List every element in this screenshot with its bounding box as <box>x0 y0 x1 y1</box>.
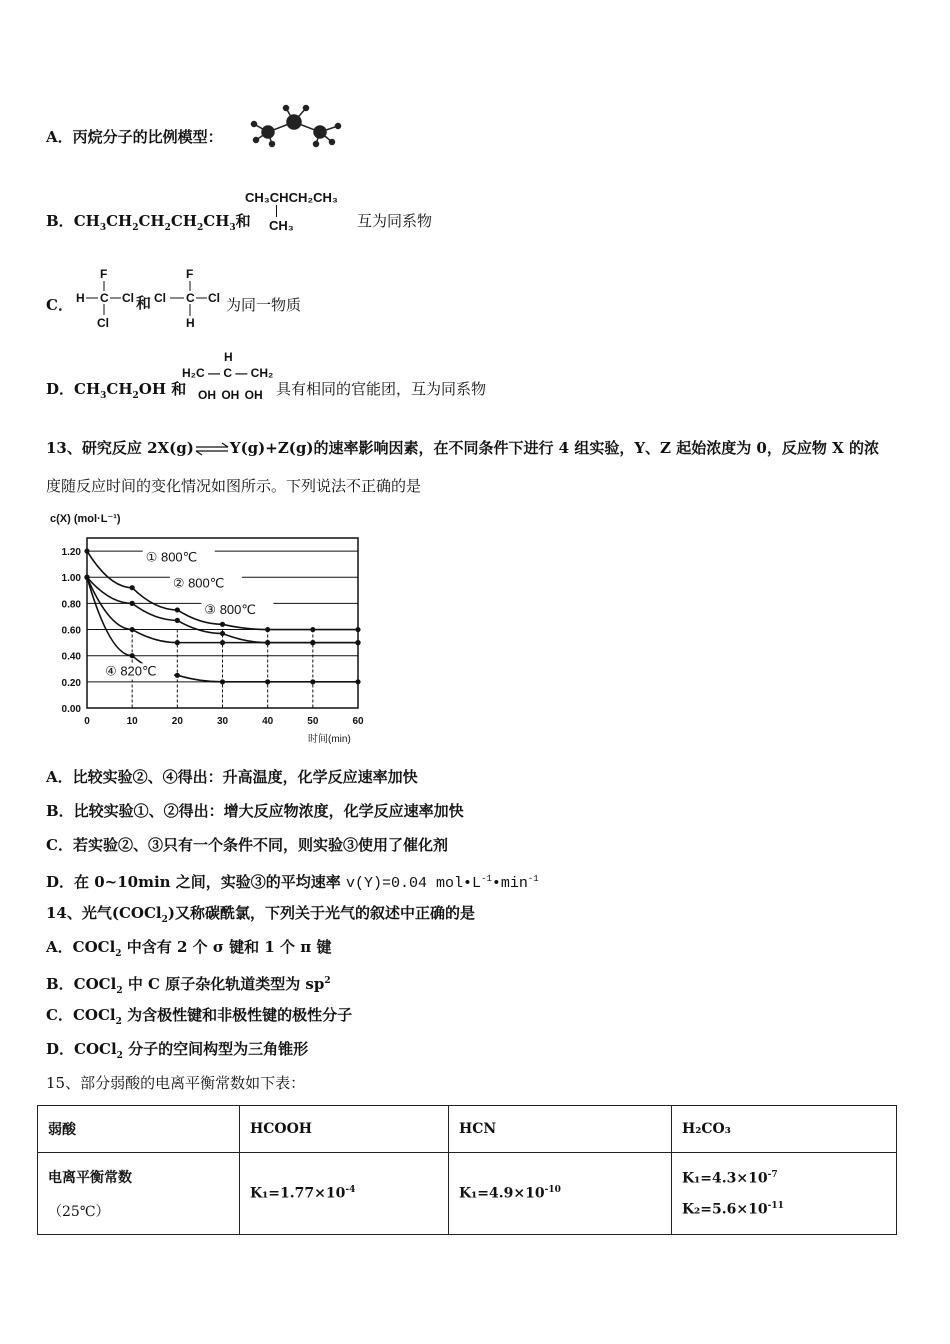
data-point <box>265 627 270 632</box>
q12-option-d <box>46 379 186 406</box>
table-header-cell: HCN <box>449 1106 672 1153</box>
formula-sub: 2 <box>115 949 122 959</box>
x-tick-label: 30 <box>216 716 229 727</box>
series-label: ③ 800℃ <box>204 601 256 617</box>
row-label-line2: （25℃） <box>48 1203 110 1220</box>
q14-stem-part: 14、光气(COCl <box>46 904 162 922</box>
q14-b-text: B．COCl <box>46 975 117 993</box>
q14-stem <box>46 903 475 930</box>
q13-option-c: C．若实验②、③只有一个条件不同，则实验③使用了催化剂 <box>46 836 448 854</box>
q13-d-unit: •min <box>491 875 528 892</box>
q13-stem-line1 <box>46 438 879 458</box>
q14-a-text: 中含有 2 个 σ 键和 1 个 π 键 <box>121 938 332 956</box>
q12-b-end: 互为同系物 <box>357 212 433 230</box>
atom-Cl: Cl <box>97 316 109 330</box>
q12-c-end: 为同一物质 <box>226 296 302 314</box>
y-tick-label: 0.60 <box>61 625 81 637</box>
option-d-label: D． <box>46 380 75 398</box>
glycerol-oh: OH OH OH <box>198 388 263 402</box>
h2co3-k2-exp: -11 <box>767 1200 784 1211</box>
glycerol-h: H <box>224 350 233 364</box>
q13-d-exp: -1 <box>527 874 539 884</box>
formula-sub: 2 <box>132 223 139 233</box>
q12-option-b <box>46 211 251 238</box>
y-tick-label: 0.40 <box>61 651 81 663</box>
q14-c-text: 为含极性键和非极性键的极性分子 <box>121 1006 353 1024</box>
x-tick-label: 20 <box>171 716 183 727</box>
table-header-cell: H₂CO₃ <box>672 1106 897 1153</box>
isopentane-branch: CH₃ <box>269 218 294 233</box>
data-point <box>220 679 225 684</box>
hcn-k-value: K₁=4.9×10 <box>459 1185 545 1202</box>
q14-d-text: D．COCl <box>46 1040 117 1058</box>
data-point <box>310 640 315 645</box>
q14-option-c <box>46 1005 352 1032</box>
atom-H: H <box>186 316 195 330</box>
atom-C: C <box>186 291 195 305</box>
ionization-constant-table <box>37 1105 897 1235</box>
q13-stem-part: 13、研究反应 2X(g) <box>46 439 194 457</box>
formula-part: CH <box>106 212 133 230</box>
formula-part: CH <box>170 212 197 230</box>
formula-sub: 2 <box>164 223 171 233</box>
table-row-label <box>38 1153 240 1235</box>
data-point <box>84 575 89 580</box>
q14-option-a <box>46 937 331 964</box>
atom-F: F <box>186 267 194 281</box>
concentration-time-chart <box>40 508 380 748</box>
atom-H: H <box>76 291 85 305</box>
y-tick-label: 0.00 <box>61 704 81 715</box>
q12-option-a <box>46 127 223 147</box>
data-point <box>220 622 225 627</box>
atom-Cl: Cl <box>154 291 166 305</box>
data-point <box>175 673 180 678</box>
q14-d-text: 分子的空间构型为三角锥形 <box>122 1040 309 1058</box>
formula-sub: 2 <box>132 391 139 401</box>
q14-stem-part: )又称碳酰氯，下列关于光气的叙述中正确的是 <box>167 904 475 922</box>
and-text: 和 <box>235 212 251 230</box>
q14-b-text: 中 C 原子杂化轨道类型为 sp <box>122 975 325 993</box>
formula-part: CH <box>106 380 133 398</box>
series-label: ② 800℃ <box>172 575 225 591</box>
x-tick-label: 0 <box>84 716 90 727</box>
q13-option-d <box>46 869 539 894</box>
q13-option-a: A．比较实验②、④得出：升高温度，化学反应速率加快 <box>46 768 418 786</box>
q14-option-d <box>46 1039 308 1066</box>
and-text: 和 <box>136 295 152 312</box>
q12-option-c-label: C． <box>46 296 73 314</box>
formula-sub: 3 <box>229 223 236 233</box>
q14-c-text: C．COCl <box>46 1006 116 1024</box>
table-header-cell: HCOOH <box>240 1106 449 1153</box>
data-point <box>175 640 180 645</box>
row-label-line1: 电离平衡常数 <box>48 1169 132 1186</box>
q14-a-text: A．COCl <box>46 938 116 956</box>
formula-sub: 2 <box>116 1051 123 1061</box>
q13-stem-line2: 度随反应时间的变化情况如图所示。下列说法不正确的是 <box>46 477 422 495</box>
table-header-cell: 弱酸 <box>38 1106 240 1153</box>
data-point <box>175 607 180 612</box>
atom-C: C <box>100 291 109 305</box>
data-point <box>220 640 225 645</box>
hcn-k-exp: -10 <box>544 1185 561 1196</box>
formula-sub: 2 <box>115 1017 122 1027</box>
q13-option-b: B．比较实验①、②得出：增大反应物浓度，化学反应速率加快 <box>46 802 464 820</box>
equilibrium-arrow-icon <box>194 442 230 456</box>
formula-sub: 2 <box>196 223 204 233</box>
atom-Cl: Cl <box>122 291 134 305</box>
formula-sup: 2 <box>324 976 331 986</box>
q15-stem: 15、部分弱酸的电离平衡常数如下表： <box>46 1074 306 1092</box>
formula-sub: 3 <box>99 223 107 233</box>
y-tick-label: 0.80 <box>61 599 81 611</box>
data-point <box>84 548 89 553</box>
h2co3-k2-value: K₂=5.6×10 <box>682 1201 768 1218</box>
data-point <box>130 627 135 632</box>
data-point <box>175 618 180 623</box>
data-point <box>220 631 225 636</box>
q13-d-text: D．在 0~10min 之间，实验③的平均速率 <box>46 873 347 891</box>
q14-option-b <box>46 971 331 1001</box>
q13-stem-part: Y(g)+Z(g)的速率影响因素，在不同条件下进行 4 组实验，Y、Z 起始浓度为 0，反应物 X 的浓 <box>229 439 879 457</box>
formula-sub: 3 <box>100 391 107 401</box>
chart-y-axis-label: c(X) (mol·L⁻¹) <box>50 513 121 525</box>
y-tick-label: 1.20 <box>61 547 81 559</box>
y-tick-label: 0.20 <box>61 677 81 689</box>
table-cell <box>672 1153 897 1235</box>
h2co3-k1-value: K₁=4.3×10 <box>682 1170 768 1187</box>
and-text: 和 <box>166 380 187 398</box>
data-point <box>130 585 135 590</box>
formula-sub: 2 <box>116 986 123 996</box>
h2co3-k1-exp: -7 <box>767 1169 778 1180</box>
table-header-row <box>38 1106 897 1153</box>
formula-part: CH <box>138 212 165 230</box>
x-tick-label: 10 <box>126 716 138 727</box>
series-label: ④ 820℃ <box>105 663 157 679</box>
option-b-label: B． <box>46 212 74 230</box>
glycerol-chain: H₂C — C — CH₂ <box>182 366 274 380</box>
data-point <box>355 627 360 632</box>
x-tick-label: 50 <box>307 716 319 727</box>
formula-part: CH <box>203 212 230 230</box>
formula-sub: 2 <box>161 915 168 925</box>
atom-F: F <box>100 267 108 281</box>
atom-Cl: Cl <box>208 291 220 305</box>
data-point <box>130 601 135 606</box>
formula-part: OH <box>138 380 167 398</box>
series-label: ① 800℃ <box>145 549 198 565</box>
chart-x-axis-label: 时间(min) <box>308 734 351 745</box>
propane-model-image <box>246 104 346 148</box>
formula-part: CH <box>73 212 100 230</box>
table-cell <box>449 1153 672 1235</box>
isopentane-structure <box>245 190 338 233</box>
q12-option-a-text: A．丙烷分子的比例模型： <box>46 128 223 146</box>
hcooh-k-exp: -4 <box>345 1185 356 1196</box>
data-point <box>265 640 270 645</box>
y-tick-label: 1.00 <box>61 573 81 585</box>
data-point <box>310 679 315 684</box>
q13-d-rate: v(Y)=0.04 mol•L <box>346 875 482 892</box>
isopentane-top: CH₃CHCH₂CH₃ <box>245 190 338 205</box>
data-point <box>130 653 135 658</box>
formula-part: CH <box>74 380 101 398</box>
dichlorofluoromethane-structures <box>72 266 252 332</box>
q13-d-exp: -1 <box>481 874 492 884</box>
x-tick-label: 60 <box>352 716 364 727</box>
table-row <box>38 1153 897 1235</box>
data-point <box>310 627 315 632</box>
hcooh-k-value: K₁=1.77×10 <box>250 1185 346 1202</box>
data-point <box>355 679 360 684</box>
table-cell <box>240 1153 449 1235</box>
q12-d-end: 具有相同的官能团，互为同系物 <box>276 380 487 398</box>
data-point <box>355 640 360 645</box>
data-point <box>265 679 270 684</box>
x-tick-label: 40 <box>262 716 274 727</box>
